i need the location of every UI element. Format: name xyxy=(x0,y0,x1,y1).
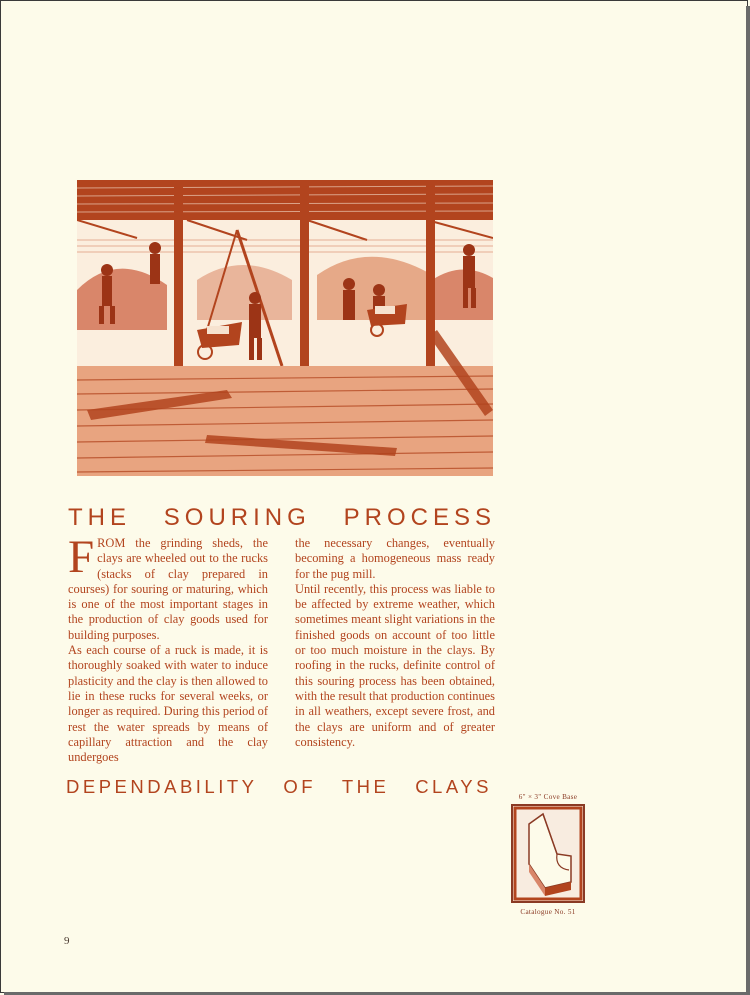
tile-catalogue-caption: Catalogue No. 51 xyxy=(520,908,576,916)
title-word: PROCESS xyxy=(343,504,496,531)
cove-base-tile-illustration xyxy=(511,804,585,903)
footer-heading-word: THE xyxy=(341,776,390,797)
page-shadow xyxy=(746,6,750,995)
footer-heading-word: OF xyxy=(283,776,317,797)
souring-shed-illustration xyxy=(77,180,493,476)
drop-cap: F xyxy=(68,531,95,583)
footer-heading xyxy=(66,776,492,798)
body-column-right xyxy=(295,536,495,750)
paragraph-text: ROM the grinding sheds, the clays are wheeled out to the rucks (stacks of clay prepared in courses) for souring or maturing, which is one of the most important stages in the production of clay goods used for building purposes. xyxy=(68,536,268,642)
page-number: 9 xyxy=(64,935,70,947)
footer-heading-word: DEPENDABILITY xyxy=(66,776,258,797)
body-paragraph: Until recently, this process was liable to be affected by extreme weather, which sometimes meant slight variations in the finished goods on account of too little or too much moisture in the clays. By roofing in the rucks, definite control of this souring process has been obtained, with the result that production continues in all weathers, except severe frost, and the clays are uniform and of greater consistency. xyxy=(295,581,495,749)
body-paragraph xyxy=(68,531,268,643)
footer-heading-word: CLAYS xyxy=(415,776,492,797)
title-word: SOURING xyxy=(163,504,311,531)
body-column-left xyxy=(68,531,268,765)
tile-size-caption: 6" × 3" Cove Base xyxy=(518,793,578,801)
section-title xyxy=(68,504,496,532)
body-paragraph: the necessary changes, eventually becoming a homogeneous mass ready for the pug mill. xyxy=(295,536,495,581)
body-paragraph: As each course of a ruck is made, it is thoroughly soaked with water to induce plasticity and the clay is then allowed to lie in these rucks for several weeks, or longer as required. During this period of rest the water spreads by means of capillary attraction and the clay undergoes xyxy=(68,643,268,765)
title-word: THE xyxy=(68,504,131,531)
